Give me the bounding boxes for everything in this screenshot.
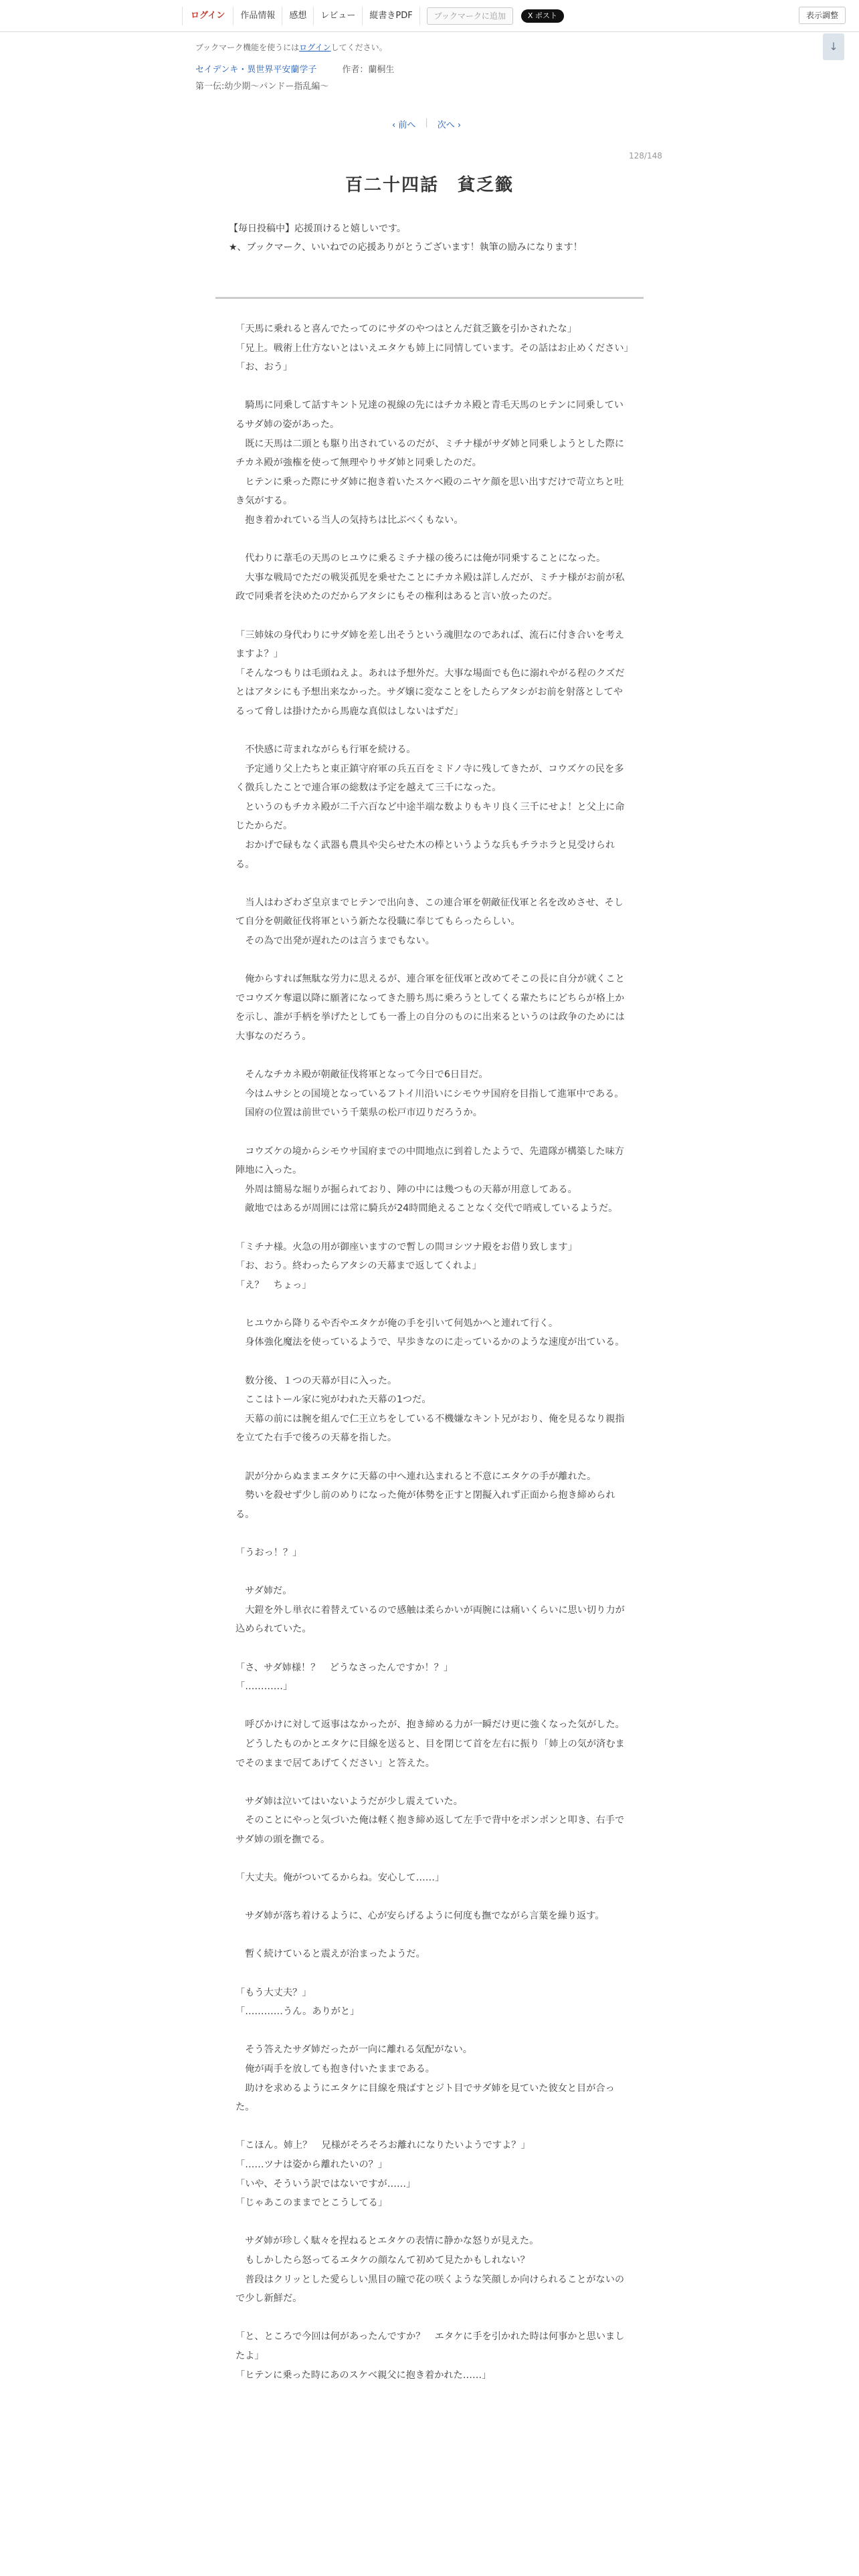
author-name: 作者：蘭桐生 bbox=[342, 65, 395, 75]
body-paragraph: 「と、ところで今回は何があったんですか？ エタケに手を引かれた時は何事かと思いましたよ」 bbox=[235, 2331, 625, 2361]
body-paragraph: 俺からすれば無駄な労力に思えるが、連合軍を征伐軍と改めてそこの長に自分が就くことでコウズケ奪還以降に願著になってきた勝ち馬に乗ろうとしてくる輩たちにどちらが格上かを示し、誰が手柄を挙げたとしても一番上の自分のものに出来るというのは政争のためには大事なのだろう。 bbox=[235, 974, 625, 1042]
body-paragraph: 国府の位置は前世でいう千葉県の松戸市辺りだろうか。 bbox=[235, 1107, 482, 1119]
body-paragraph: 外周は簡易な堀りが掘られており、陣の中には幾つもの天幕が用意してある。 bbox=[235, 1184, 577, 1195]
blank-line bbox=[235, 1563, 630, 1582]
blank-line bbox=[235, 1524, 630, 1543]
body-paragraph: 不快感に苛まれながらも行軍を続ける。 bbox=[235, 744, 416, 756]
body-paragraph: 「兄上。戦術上仕方ないとはいえエタケも姉上に同情しています。その話はお止めください」 bbox=[235, 342, 634, 354]
episode-title: 百二十四話 貧乏籤 bbox=[345, 175, 514, 195]
body-paragraph: 助けを求めるようにエタケに目線を飛ばすとジト目でサダ姉を見ていた彼女と目が合った。 bbox=[235, 2082, 615, 2113]
body-paragraph: 「うおっ！？」 bbox=[235, 1547, 302, 1558]
blank-line bbox=[235, 1697, 630, 1716]
body-paragraph: 数分後、１つの天幕が目に入った。 bbox=[235, 1375, 397, 1386]
body-paragraph: 「もう大丈夫？」 bbox=[235, 1987, 312, 1998]
body-paragraph: 「こほん。姉上？ 兄様がそろそろお離れになりたいようですよ？」 bbox=[235, 2140, 531, 2151]
blank-line bbox=[235, 2022, 630, 2041]
body-paragraph: そんなチカネ殿が朝敵征伐将軍となって今日で6日目だ。 bbox=[235, 1069, 488, 1081]
pager-divider: | bbox=[425, 118, 428, 128]
novel-body bbox=[235, 320, 634, 2385]
login-notice bbox=[195, 41, 664, 53]
vertical-pdf-link[interactable]: 縦書きPDF bbox=[363, 7, 419, 25]
body-paragraph: 予定通り父上たちと東正鎮守府軍の兵五百をミドノ寺に残してきたが、コウズケの民を多く徴兵したことで連合軍の総数は予定を越えて三千になった。 bbox=[235, 763, 624, 794]
body-paragraph: 大事な戦局でただの戦災孤児を乗せたことにチカネ殿は詳しんだが、ミチナ様がお前が私政で同乗者を決めたのだからアタシにもその権利はあると言い放ったのだ。 bbox=[235, 572, 625, 603]
blank-line bbox=[235, 2309, 630, 2328]
notice-login-link[interactable]: ログイン bbox=[299, 43, 331, 52]
body-paragraph: 勢いを殺せず少し前のめりになった俺が体勢を正すと閉擬入れず正面から抱き締められる。 bbox=[235, 1490, 615, 1520]
preface-line: ★、ブックマーク、いいねでの応援ありがとうございます！執筆の励みになります！ bbox=[229, 242, 583, 253]
review-link[interactable]: レビュー bbox=[314, 7, 363, 25]
body-paragraph: 暫く続けていると震えが治まったようだ。 bbox=[235, 1949, 425, 1960]
preface-line: 【毎日投稿中】応援頂けると嬉しいです。 bbox=[229, 223, 406, 234]
blank-line bbox=[235, 721, 630, 740]
work-info-link[interactable]: 作品情報 bbox=[233, 7, 282, 25]
body-paragraph: 当人はわざわざ皇京までヒテンで出向き、この連合軍を朝敵征伐軍と名を改めさせ、そして自分を朝敵征伐将軍という新たな役職に奉じてもらったらしい。 bbox=[235, 897, 624, 928]
blank-line bbox=[235, 1123, 630, 1142]
body-paragraph: というのもチカネ殿が二千六百など中途半端な数よりもキリ良く三千にせよ！と父上に命じたからだ。 bbox=[235, 801, 625, 832]
blank-line bbox=[235, 874, 630, 893]
body-paragraph: 普段はクリッとした愛らしい黒目の瞳で花の咲くような笑顔しか向けられることがないので少し新鮮だ。 bbox=[235, 2274, 625, 2304]
login-link[interactable]: ログイン bbox=[182, 7, 233, 25]
blank-line bbox=[235, 530, 630, 550]
body-paragraph: コウズケの境からシモウサ国府までの中間地点に到着したようで、先遣隊が構築した味方陣地に入った。 bbox=[235, 1146, 624, 1176]
blank-line bbox=[235, 951, 630, 970]
body-paragraph: 「え？ ちょっ」 bbox=[235, 1279, 312, 1291]
body-paragraph: そのことにやっと気づいた俺は軽く抱き締め返して左手で背中をポンポンと叩き、右手でサダ姉の頭を撫でる。 bbox=[235, 1815, 625, 1845]
body-paragraph: 「……ツナは姿から離れたいの？」 bbox=[235, 2159, 388, 2170]
body-paragraph: 天幕の前には腕を組んで仁王立ちをしている不機嫌なキント兄がおり、俺を見るなり親指を立てた右手で後ろの天幕を指した。 bbox=[235, 1413, 625, 1444]
arrow-down-icon: ↓ bbox=[829, 40, 838, 53]
body-paragraph: サダ姉が珍しく駄々を捏ねるとエタケの表情に静かな怒りが見えた。 bbox=[235, 2236, 539, 2247]
body-paragraph: 今はムサシとの国境となっているフトイ川沿いにシモウサ国府を目指して進軍中である。 bbox=[235, 1088, 624, 1099]
next-episode-link[interactable]: 次へ › bbox=[437, 120, 462, 130]
scroll-down-button[interactable] bbox=[823, 33, 844, 60]
body-paragraph: ヒユウから降りるや否やエタケが俺の手を引いて何処かへと連れて行く。 bbox=[235, 1317, 559, 1329]
body-paragraph: その為で出発が遅れたのは言うまでもない。 bbox=[235, 936, 435, 946]
blank-line bbox=[235, 1639, 630, 1658]
body-paragraph: そう答えたサダ姉だったが一向に離れる気配がない。 bbox=[235, 2044, 472, 2056]
body-paragraph: 「いや、そういう訳ではないですが……」 bbox=[235, 2178, 416, 2189]
blank-line bbox=[235, 1448, 630, 1467]
blank-line bbox=[235, 1352, 630, 1372]
body-paragraph: どうしたものかとエタケに目線を送ると、目を閉じて首を左右に振り「姉上の気が済むまでそのままで居てあげてください」と答えた。 bbox=[235, 1738, 625, 1769]
notice-pre: ブックマーク機能を使うには bbox=[195, 43, 300, 52]
body-paragraph: 大鎧を外し単衣に着替えているので感触は柔らかいが両腕には痛いくらいに思い切り力が込められていた。 bbox=[235, 1604, 625, 1635]
top-menu bbox=[182, 7, 564, 25]
body-paragraph: 「…………」 bbox=[235, 1681, 293, 1693]
chapter-title: 第一伝:幼少期〜パンドー指乱編〜 bbox=[195, 82, 329, 92]
add-bookmark-button[interactable]: ブックマークに追加 bbox=[427, 7, 513, 25]
blank-line bbox=[235, 607, 630, 626]
preface bbox=[229, 219, 630, 257]
body-paragraph: 代わりに葦毛の天馬のヒユウに乗るミチナ様の後ろには俺が同乗することになった。 bbox=[235, 553, 606, 564]
body-paragraph: 訳が分からぬままエタケに天幕の中へ連れ込まれると不意にエタケの手が離れた。 bbox=[235, 1471, 597, 1482]
body-paragraph: 「…………うん。ありがと」 bbox=[235, 2006, 360, 2018]
body-paragraph: ヒテンに乗った際にサダ姉に抱き着いたスケベ殿のニヤケ顔を思い出すだけで苛立ちと吐き気がする。 bbox=[235, 476, 624, 507]
series-title-link[interactable]: セイデンキ・異世界平安蘭学子 bbox=[195, 65, 317, 75]
blank-line bbox=[235, 1964, 630, 1983]
blank-line bbox=[235, 377, 630, 397]
body-paragraph: サダ姉が落ち着けるように、心が安らげるように何度も撫でながら言葉を繰り返す。 bbox=[235, 1911, 605, 1922]
body-paragraph: 呼びかけに対して返事はなかったが、抱き締める力が一瞬だけ更に強くなった気がした。 bbox=[235, 1719, 625, 1731]
blank-line bbox=[235, 1295, 630, 1314]
blank-line bbox=[235, 2213, 630, 2232]
work-info-header bbox=[195, 41, 664, 92]
blank-line bbox=[235, 2117, 630, 2137]
body-paragraph: 「お、おう」 bbox=[235, 362, 293, 373]
body-paragraph: おかげで碌もなく武器も農具や尖らせた木の棒というような兵もチラホラと見受けられる。 bbox=[235, 840, 615, 870]
notice-post: してください。 bbox=[330, 43, 387, 52]
body-paragraph: 「ヒテンに乗った時にあのスケベ親父に抱き着かれた……」 bbox=[235, 2369, 492, 2381]
body-paragraph: 「じゃあこのままでとこうしてる」 bbox=[235, 2197, 388, 2209]
blank-line bbox=[235, 1047, 630, 1066]
blank-line bbox=[235, 1888, 630, 1907]
body-paragraph: 身体強化魔法を使っているようで、早歩きなのに走っているかのような速度が出ている。 bbox=[235, 1337, 625, 1348]
preface-divider bbox=[215, 297, 644, 299]
body-paragraph: 「大丈夫。俺がついてるからね。安心して……」 bbox=[235, 1872, 445, 1884]
body-paragraph: 「そんなつもりは毛頭ねえよ。あれは予想外だ。大事な場面でも色に溺れやがる程のクズだとはアタシにも予想出来なかった。サダ嬢に変なことをしたらアタシがお前を射落としてやるって脅しは掛けたから馬鹿な真似はしないはずだ」 bbox=[235, 667, 625, 717]
body-paragraph: もしかしたら怒ってるエタケの顔なんて初めて見たかもしれない？ bbox=[235, 2254, 530, 2266]
body-paragraph: 「天馬に乗れると喜んでたってのにサダのやつはとんだ貧乏籤を引かされたな」 bbox=[235, 324, 577, 334]
body-paragraph: ここはトール家に宛がわれた天幕の1つだ。 bbox=[235, 1394, 432, 1406]
blank-line bbox=[235, 1218, 630, 1238]
blank-line bbox=[235, 1926, 630, 1945]
episode-pager bbox=[383, 118, 470, 130]
body-paragraph: 俺が両手を放しても抱き付いたままである。 bbox=[235, 2064, 435, 2075]
body-paragraph: 既に天馬は二頭とも駆り出されているのだが、ミチナ様がサダ姉と同乗しようとした際にチカネ殿が強権を使って無理やりサダ姉と同乗したのだ。 bbox=[235, 438, 624, 469]
body-paragraph: 抱き着かれている当人の気持ちは比ぶべくもない。 bbox=[235, 514, 464, 526]
body-paragraph: 「お、おう。終わったらアタシの天幕まで返してくれよ」 bbox=[235, 1261, 482, 1272]
episode-count: 128/148 bbox=[629, 151, 662, 160]
impressions-link[interactable]: 感想 bbox=[282, 7, 314, 25]
top-navigation-bar bbox=[0, 0, 859, 32]
body-paragraph: 「さ、サダ姉様！？ どうなさったんですか！？」 bbox=[235, 1662, 454, 1673]
body-paragraph: 敵地ではあるが周囲には常に騎兵が24時間絶えることなく交代で哨戒しているようだ。 bbox=[235, 1203, 618, 1214]
body-paragraph: 「ミチナ様。火急の用が御座いますので暫しの間ヨシツナ殿をお借り致します」 bbox=[235, 1241, 577, 1253]
blank-line bbox=[235, 1850, 630, 1869]
body-paragraph: 「三姉妹の身代わりにサダ姉を差し出そうという魂胆なのであれば、流石に付き合いを考えますよ？」 bbox=[235, 629, 624, 660]
display-settings-button[interactable]: 表示調整 bbox=[799, 7, 846, 24]
body-paragraph: 騎馬に同乗して話すキント兄達の視線の先にはチカネ殿と青毛天馬のヒテンに同乗しているサダ姉の姿があった。 bbox=[235, 400, 624, 430]
body-paragraph: サダ姉は泣いてはいないようだが少し震えていた。 bbox=[235, 1796, 463, 1807]
x-post-button[interactable]: X ポスト bbox=[521, 9, 564, 23]
blank-line bbox=[235, 1773, 630, 1792]
body-paragraph: サダ姉だ。 bbox=[235, 1586, 292, 1597]
prev-episode-link[interactable]: ‹ 前へ bbox=[392, 120, 416, 130]
